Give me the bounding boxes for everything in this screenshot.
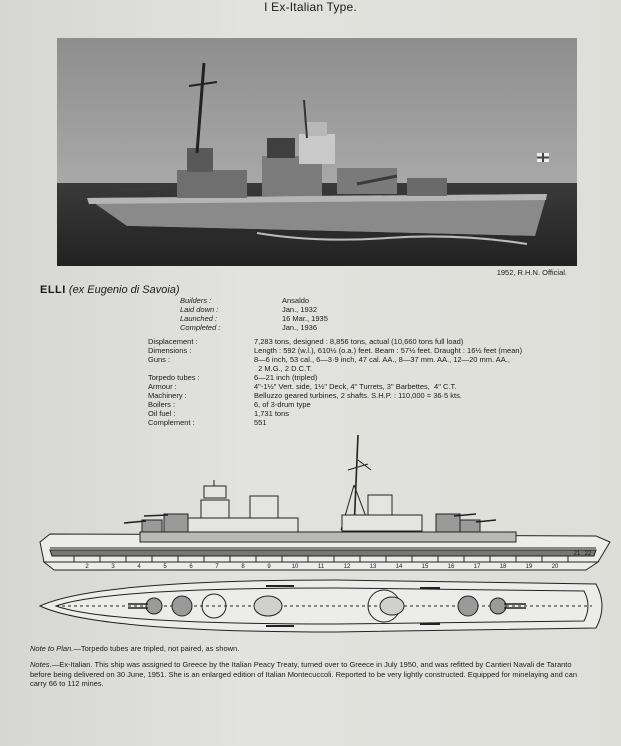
ship-drawing-svg — [36, 430, 612, 645]
ship-drawings — [36, 430, 612, 645]
spec-row: Guns : 8—6 inch, 53 cal., 6—3·9 inch, 47 cal. AA., 8—37 mm. AA., 12—20 mm. AA., — [148, 355, 510, 364]
ship-former-name: (ex Eugenio di Savoia) — [68, 284, 180, 296]
ship-name: ELLI — [40, 284, 66, 296]
svg-text:7: 7 — [215, 564, 219, 570]
build-details — [180, 296, 328, 332]
svg-text:22: 22 — [584, 551, 592, 557]
svg-text:13: 13 — [369, 564, 377, 570]
ship-photo-image — [57, 38, 577, 266]
plan-drawing — [40, 580, 602, 632]
svg-text:16: 16 — [447, 564, 455, 570]
svg-text:20: 20 — [551, 564, 559, 570]
spec-row: Displacement : 7,283 tons, designed : 8,856 tons, actual (10,660 tons full load) — [148, 337, 464, 346]
spec-row: Complement : 551 — [148, 418, 267, 427]
profile-drawing — [40, 435, 610, 570]
svg-text:2: 2 — [85, 564, 89, 570]
spec-row: Boilers : 6, of 3-drum type — [148, 400, 311, 409]
svg-text:8: 8 — [241, 564, 245, 570]
svg-text:9: 9 — [267, 564, 271, 570]
build-row: Completed : Jan., 1936 — [180, 323, 318, 332]
photo-credit: 1952, R.H.N. Official. — [496, 268, 567, 277]
svg-text:10: 10 — [291, 564, 299, 570]
page-header: I Ex-Italian Type. — [264, 0, 357, 14]
svg-text:4: 4 — [137, 564, 141, 570]
ship-photo — [57, 38, 577, 266]
spec-row: Torpedo tubes : 6—21 inch (tripled) — [148, 373, 318, 382]
spec-row: Armour : 4"-1½" Vert. side, 1½" Deck, 4" Turrets, 3" Barbettes, 4" C.T. — [148, 382, 457, 391]
ship-notes — [30, 660, 590, 689]
svg-text:17: 17 — [473, 564, 481, 570]
spec-row: Dimensions : Length : 592 (w.l.), 610½ (o.a.) feet. Beam : 57½ feet. Draught : 16½ feet (mean) — [148, 346, 523, 355]
svg-text:3: 3 — [111, 564, 115, 570]
ship-title — [40, 284, 180, 296]
spec-row: Oil fuel : 1,731 tons — [148, 409, 290, 418]
notes-text: —Ex-Italian. This ship was assigned to Greece by the Italian Peacy Treaty, turned over to Greece in July 1950, and was refitted by Cantieri Navali de Taranto before being delivered on 30 June, 1951. She is an enlarged edition of Italian Montecuccoli. Reported to be very lightly constructed. Equipped for minelaying and can carry 66 to 112 mines. — [30, 660, 578, 688]
spec-row: Machinery : Belluzzo geared turbines, 2 shafts. S.H.P. : 110,000 = 36·5 kts. — [148, 391, 462, 400]
build-row: Launched : 16 Mar., 1935 — [180, 314, 328, 323]
specifications — [148, 337, 522, 427]
svg-text:11: 11 — [317, 564, 325, 570]
svg-text:6: 6 — [189, 564, 193, 570]
svg-text:12: 12 — [343, 564, 351, 570]
plan-note-label: Note to Plan. — [30, 644, 74, 653]
spec-row: 2 M.G., 2 D.C.T. — [254, 364, 312, 373]
build-row: Laid down : Jan., 1932 — [180, 305, 318, 314]
svg-text:19: 19 — [525, 564, 533, 570]
plan-note — [30, 644, 239, 653]
svg-text:14: 14 — [395, 564, 403, 570]
svg-text:15: 15 — [421, 564, 429, 570]
build-row: Builders : Ansaldo — [180, 296, 310, 305]
svg-text:5: 5 — [163, 564, 167, 570]
svg-text:21: 21 — [573, 551, 581, 557]
svg-text:18: 18 — [499, 564, 507, 570]
plan-note-text: —Torpedo tubes are tripled, not paired, as shown. — [73, 644, 240, 653]
notes-label: Notes. — [30, 660, 52, 669]
